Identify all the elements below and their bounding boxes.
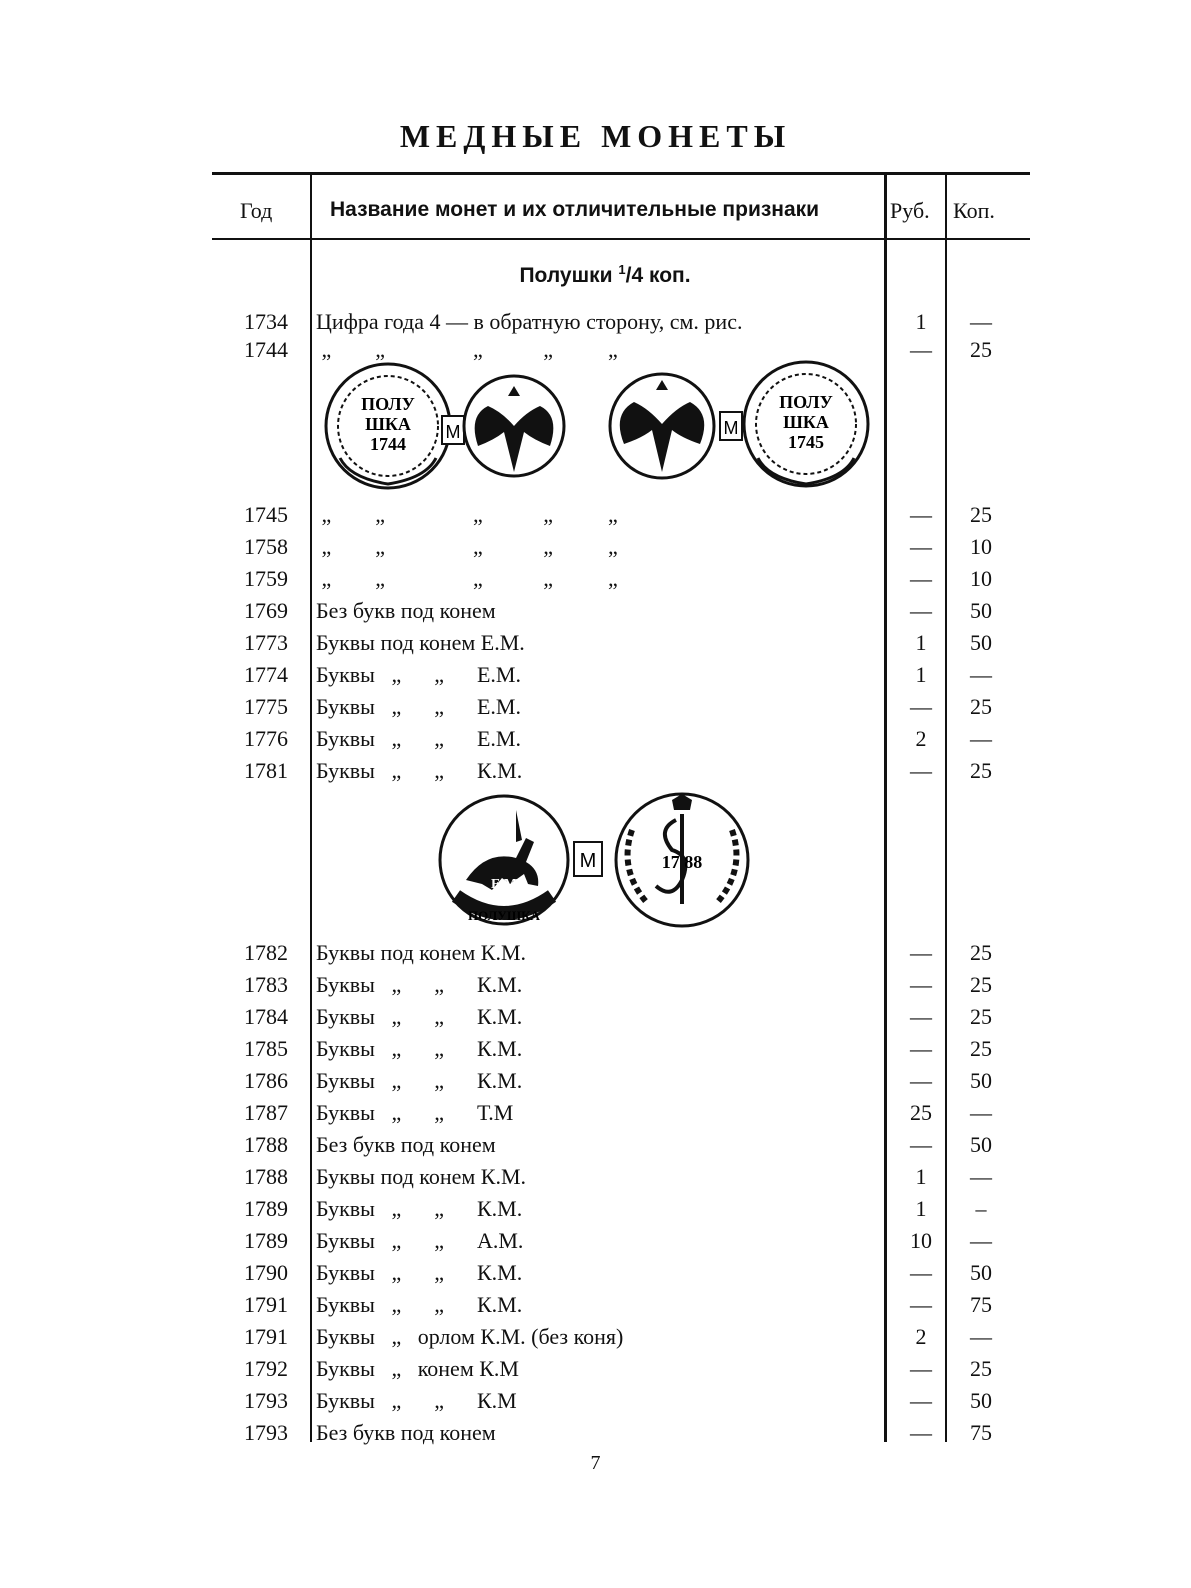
row-rubles: —	[910, 940, 932, 965]
row-description: Буквы „ „ К.М.	[316, 1004, 523, 1029]
row-year: 1782	[244, 940, 288, 965]
row-kopecks: —	[970, 662, 992, 687]
header-bottom-rule	[212, 238, 1030, 240]
row-kopecks: 75	[970, 1420, 992, 1445]
row-year: 1773	[244, 630, 288, 655]
row-kopecks: 25	[970, 337, 992, 362]
coin-1744-reverse	[326, 364, 450, 488]
row-year: 1793	[244, 1388, 288, 1413]
row-rubles: —	[910, 1004, 932, 1029]
coin-monogram-reverse	[616, 794, 748, 926]
row-description: Буквы „ „ К.М.	[316, 1260, 523, 1285]
row-year: 1769	[244, 598, 288, 623]
row-year: 1791	[244, 1292, 288, 1317]
row-kopecks: —	[970, 1164, 992, 1189]
row-kopecks: 50	[970, 1260, 992, 1285]
row-kopecks: 50	[970, 598, 992, 623]
row-rubles: 1	[915, 662, 927, 687]
row-rubles: —	[910, 972, 932, 997]
row-rubles: —	[910, 337, 932, 362]
row-rubles: —	[910, 1292, 932, 1317]
row-rubles: —	[910, 502, 932, 527]
row-year: 1774	[244, 662, 288, 687]
row-year: 1784	[244, 1004, 288, 1029]
row-rubles: —	[910, 758, 932, 783]
page-title: МЕДНЫЕ МОНЕТЫ	[399, 118, 792, 154]
row-description: Буквы „ „ Е.М.	[316, 662, 521, 687]
row-rubles: —	[910, 694, 932, 719]
row-description: Буквы „ „ А.М.	[316, 1228, 524, 1253]
coin-rider-letters: Е М	[490, 877, 518, 892]
section-title	[320, 262, 890, 288]
row-year: 1791	[244, 1324, 288, 1349]
row-kopecks: 50	[970, 630, 992, 655]
page-number: 7	[590, 1452, 601, 1474]
row-year: 1744	[244, 337, 288, 362]
row-description: Буквы под конем К.М.	[316, 940, 527, 965]
row-description: Буквы „ „ К.М.	[316, 1292, 523, 1317]
row-description: Без букв под конем	[316, 1420, 496, 1445]
coin-1744-year: 1744	[370, 434, 406, 454]
year-column-divider	[310, 174, 312, 1442]
table-top-rule	[212, 172, 1030, 175]
coin-1745-year: 1745	[788, 432, 824, 452]
row-kopecks: –	[975, 1196, 987, 1221]
row-year: 1734	[244, 309, 288, 334]
coin-1745-obverse-eagle	[610, 374, 714, 478]
coin-1745-reverse	[744, 362, 868, 486]
row-description: Буквы „ „ К.М.	[316, 1036, 523, 1061]
section-fraction-rest: /4 коп.	[625, 264, 691, 287]
coin-rider-rim: ПОЛУШКА	[468, 908, 540, 923]
row-kopecks: —	[970, 309, 992, 334]
header-year: Год	[240, 198, 273, 223]
row-rubles: —	[910, 1260, 932, 1285]
row-year: 1785	[244, 1036, 288, 1061]
row-year: 1776	[244, 726, 288, 751]
row-year: 1786	[244, 1068, 288, 1093]
row-kopecks: 50	[970, 1388, 992, 1413]
row-description: Буквы „ „ К.М.	[316, 1068, 523, 1093]
row-description: „ „ „ „ „	[316, 534, 618, 559]
row-kopecks: 50	[970, 1132, 992, 1157]
row-rubles: 1	[915, 630, 927, 655]
row-year: 1775	[244, 694, 288, 719]
coin-illustration-1781	[436, 790, 756, 936]
row-year: 1792	[244, 1356, 288, 1381]
row-description: Цифра года 4 — в обратную сторону, см. рис.	[316, 309, 743, 334]
row-kopecks: —	[970, 1228, 992, 1253]
row-rubles: 2	[915, 726, 927, 751]
row-description: Буквы „ „ К.М.	[316, 758, 523, 783]
row-kopecks: 25	[970, 502, 992, 527]
header-kop: Коп.	[953, 198, 995, 223]
row-description: Буквы „ „ К.М.	[316, 1196, 523, 1221]
section-name: Полушки	[519, 264, 613, 287]
row-year: 1788	[244, 1132, 288, 1157]
row-description: Буквы под конем Е.М.	[316, 630, 525, 655]
mint-mark-3: М	[579, 850, 597, 872]
coin-1745-line2: ШКА	[783, 412, 829, 432]
row-kopecks: —	[970, 1324, 992, 1349]
row-kopecks: 50	[970, 1068, 992, 1093]
row-description: Буквы „ „ Е.М.	[316, 726, 521, 751]
row-year: 1789	[244, 1228, 288, 1253]
row-year: 1793	[244, 1420, 288, 1445]
row-year: 1789	[244, 1196, 288, 1221]
row-rubles: 1	[915, 309, 927, 334]
row-description: „ „ „ „ „	[316, 566, 618, 591]
row-rubles: —	[910, 566, 932, 591]
row-description: Буквы „ орлом К.М. (без коня)	[316, 1324, 624, 1349]
mint-mark-2: М	[723, 418, 739, 438]
row-kopecks: —	[970, 1100, 992, 1125]
row-rubles: —	[910, 1388, 932, 1413]
coin-monogram-year: 17 88	[661, 852, 703, 872]
row-description: Без букв под конем	[316, 598, 496, 623]
coin-rider-obverse	[440, 796, 568, 924]
row-description: Без букв под конем	[316, 1132, 496, 1157]
row-kopecks: 25	[970, 940, 992, 965]
row-rubles: —	[910, 1036, 932, 1061]
row-rubles: 1	[915, 1164, 927, 1189]
row-rubles: —	[910, 1132, 932, 1157]
row-year: 1787	[244, 1100, 288, 1125]
row-rubles: —	[910, 1420, 932, 1445]
section-fraction-numerator: 1	[618, 262, 626, 277]
header-rub: Руб.	[890, 198, 930, 223]
row-year: 1783	[244, 972, 288, 997]
coin-illustration-1744-1745	[318, 358, 878, 498]
row-description: Буквы „ „ Т.М	[316, 1100, 514, 1125]
row-description: „ „ „ „ „	[316, 337, 618, 362]
row-year: 1790	[244, 1260, 288, 1285]
row-kopecks: 25	[970, 1036, 992, 1061]
row-kopecks: —	[970, 726, 992, 751]
row-year: 1758	[244, 534, 288, 559]
row-kopecks: 10	[970, 534, 992, 559]
row-kopecks: 25	[970, 1004, 992, 1029]
row-rubles: 1	[915, 1196, 927, 1221]
row-kopecks: 25	[970, 694, 992, 719]
rub-column-divider	[884, 174, 887, 1442]
row-rubles: —	[910, 1356, 932, 1381]
row-rubles: —	[910, 598, 932, 623]
row-rubles: 25	[910, 1100, 932, 1125]
header-name: Название монет и их отличительные признаки	[330, 198, 820, 221]
mint-mark-1: М	[445, 422, 461, 442]
row-kopecks: 25	[970, 758, 992, 783]
row-year: 1745	[244, 502, 288, 527]
row-year: 1781	[244, 758, 288, 783]
row-kopecks: 25	[970, 972, 992, 997]
row-rubles: —	[910, 1068, 932, 1093]
coin-1745-line1: ПОЛУ	[779, 392, 833, 412]
row-description: Буквы „ конем К.М	[316, 1356, 519, 1381]
coin-1744-line2: ШКА	[365, 414, 411, 434]
row-rubles: 2	[915, 1324, 927, 1349]
coin-1744-line1: ПОЛУ	[361, 394, 415, 414]
row-description: Буквы под конем К.М.	[316, 1164, 527, 1189]
coin-1744-obverse-eagle	[464, 376, 564, 476]
row-description: „ „ „ „ „	[316, 502, 618, 527]
row-year: 1759	[244, 566, 288, 591]
row-kopecks: 75	[970, 1292, 992, 1317]
row-kopecks: 10	[970, 566, 992, 591]
row-description: Буквы „ „ К.М.	[316, 972, 523, 997]
row-year: 1788	[244, 1164, 288, 1189]
row-description: Буквы „ „ Е.М.	[316, 694, 521, 719]
row-rubles: —	[910, 534, 932, 559]
row-kopecks: 25	[970, 1356, 992, 1381]
row-description: Буквы „ „ К.М	[316, 1388, 517, 1413]
row-rubles: 10	[910, 1228, 932, 1253]
